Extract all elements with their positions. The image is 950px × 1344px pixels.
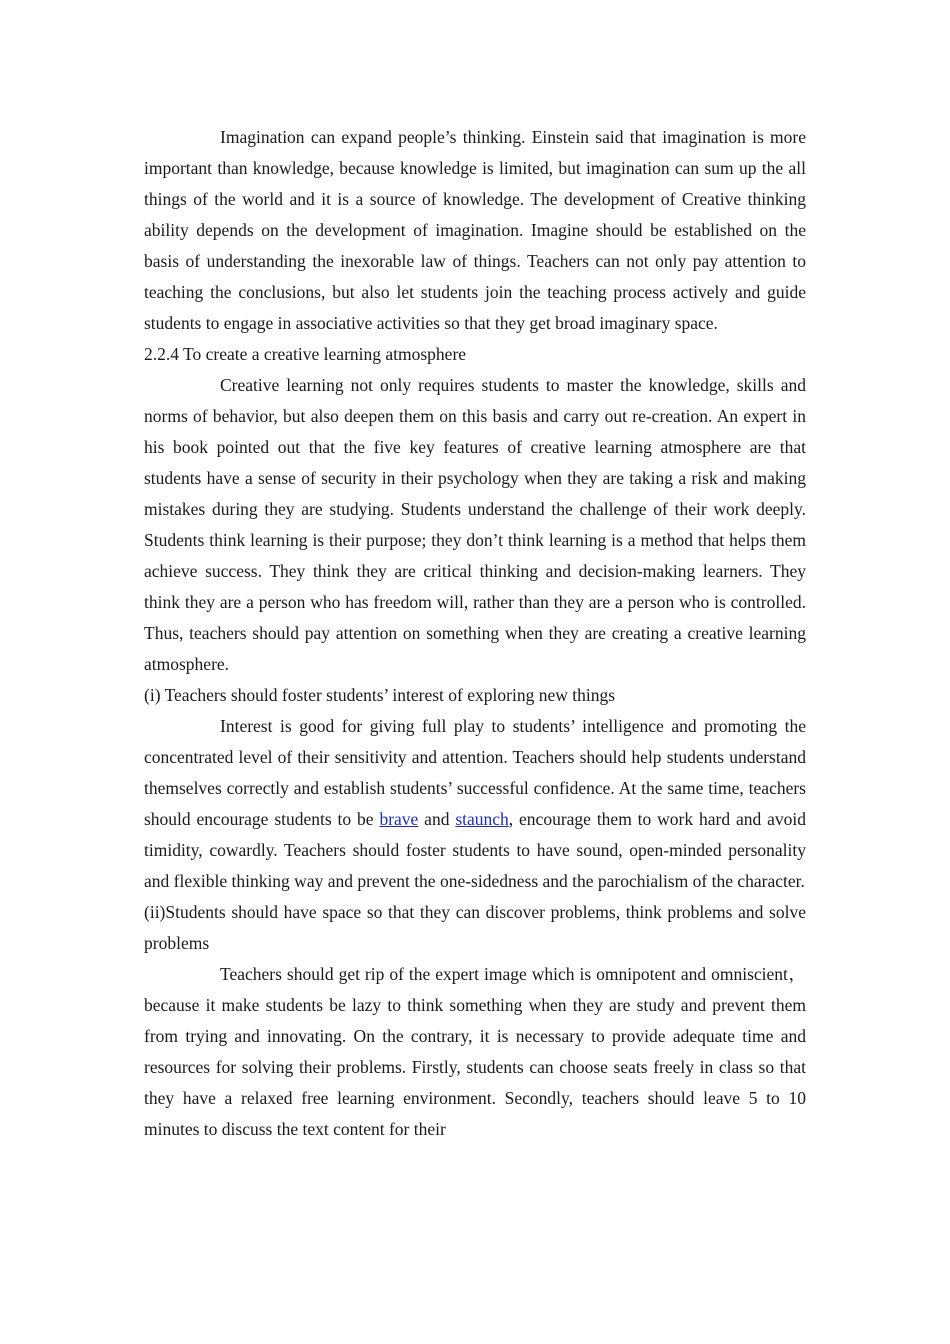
paragraph-interest-text-1: Interest is good for giving full play to students’ intelligence and promoting the concentrated level of their sensitivity and attention. Teachers should help students understand themselves correctly and establish students’ successful confidence. At the same time, teachers should encourage students to be <box>144 716 806 829</box>
paragraph-interest-text-2: and <box>418 809 456 829</box>
document-page <box>144 122 806 1145</box>
section-heading-2-2-4: 2.2.4 To create a creative learning atmosphere <box>144 344 467 364</box>
paragraph-interest <box>144 711 806 897</box>
paragraph-creative-learning: Creative learning not only requires students to master the knowledge, skills and norms of behavior, but also deepen them on this basis and carry out re-creation. An expert in his book pointed out that the five key features of creative learning atmosphere are that students have a sense of security in their psychology when they are taking a risk and making mistakes during they are studying. Students understand the challenge of their work deeply. Students think learning is their purpose; they don’t think learning is a method that helps them achieve success. They think they are critical thinking and decision-making learners. They think they are a person who has freedom will, rather than they are a person who is controlled. Thus, teachers should pay attention on something when they are creating a creative learning atmosphere. <box>144 375 806 674</box>
paragraph-interest-text-3: , encourage them to work hard and avoid timidity, cowardly. Teachers should foster students to have sound, open-minded personality and flexible thinking way and prevent the one-sidedness and the parochialism of the character. <box>144 809 806 891</box>
link-brave[interactable]: brave <box>379 809 419 829</box>
subheading-ii: (ii)Students should have space so that they can discover problems, think problems and solve problems <box>144 902 806 953</box>
paragraph-teachers-space: Teachers should get rip of the expert image which is omnipotent and omniscient，because it make students be lazy to think something when they are study and prevent them from trying and innovating. On the contrary, it is necessary to provide adequate time and resources for solving their problems. Firstly, students can choose seats freely in class so that they have a relaxed free learning environment. Secondly, teachers should leave 5 to 10 minutes to discuss the text content for their <box>144 964 806 1139</box>
link-staunch[interactable]: staunch <box>455 809 509 829</box>
paragraph-imagination: Imagination can expand people’s thinking. Einstein said that imagination is more important than knowledge, because knowledge is limited, but imagination can sum up the all things of the world and it is a source of knowledge. The development of Creative thinking ability depends on the development of imagination. Imagine should be established on the basis of understanding the inexorable law of things. Teachers can not only pay attention to teaching the conclusions, but also let students join the teaching process actively and guide students to engage in associative activities so that they get broad imaginary space. <box>144 127 806 333</box>
subheading-i: (i) Teachers should foster students’ interest of exploring new things <box>144 685 616 705</box>
